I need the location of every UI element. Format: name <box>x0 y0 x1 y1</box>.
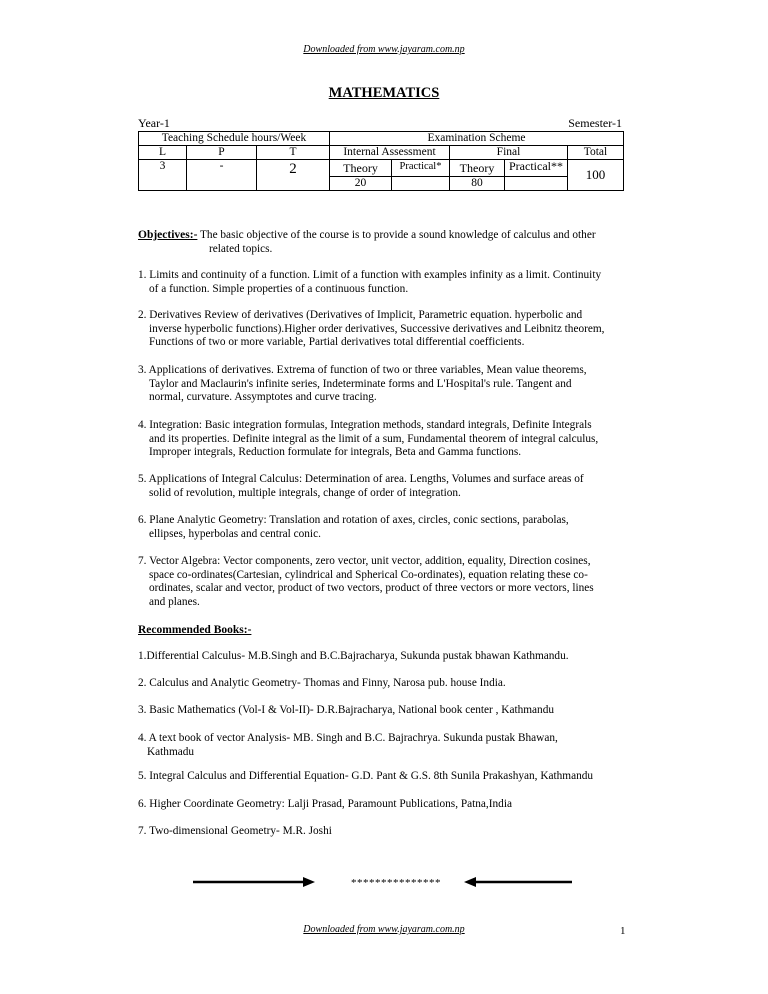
schedule-table <box>138 131 624 191</box>
right-arrow-icon <box>193 877 315 887</box>
total-marks: 100 <box>568 160 624 191</box>
final-theory-heading: Theory <box>450 160 505 177</box>
topic-line: solid of revolution, multiple integrals, change of order of integration. <box>149 486 461 499</box>
final-practical-heading: Practical** <box>505 160 568 177</box>
ia-theory-marks: 20 <box>330 177 392 191</box>
objectives-text: The basic objective of the course is to provide a sound knowledge of calculus and other <box>197 229 596 241</box>
separator-stars: *************** <box>351 877 441 889</box>
topic-line: 7. Vector Algebra: Vector components, zero vector, unit vector, addition, equality, Direction cosines, <box>138 555 591 567</box>
final-practical-marks <box>505 177 568 191</box>
topic-line: space co-ordinates(Cartesian, cylindrical and Spherical Co-ordinates), equation relating these co- <box>149 568 588 581</box>
topic-line: 6. Plane Analytic Geometry: Translation and rotation of axes, circles, conic sections, parabolas, <box>138 514 569 526</box>
topic-4 <box>138 419 628 460</box>
page-title: MATHEMATICS <box>328 85 440 101</box>
tutorial-hours: 2 <box>257 160 330 191</box>
topic-6 <box>138 514 628 541</box>
topic-line: and planes. <box>149 595 200 608</box>
objectives-line <box>138 229 628 243</box>
teaching-schedule-heading: Teaching Schedule hours/Week <box>139 132 330 146</box>
lecture-hours: 3 <box>139 160 187 191</box>
objectives-text-continued: related topics. <box>209 242 273 255</box>
topic-line: Taylor and Maclaurin's infinite series, Indeterminate forms and L'Hospital's rule. Tangent and <box>149 377 572 390</box>
book-7: 7. Two-dimensional Geometry- M.R. Joshi <box>138 825 332 837</box>
topic-5 <box>138 473 628 500</box>
tutorial-heading: T <box>257 146 330 160</box>
topic-line: 5. Applications of Integral Calculus: Determination of area. Lengths, Volumes and surface areas of <box>138 473 584 485</box>
header-download-link[interactable]: Downloaded from www.jayaram.com.np <box>303 44 465 55</box>
recommended-books-heading: Recommended Books:- <box>138 624 252 636</box>
book-2: 2. Calculus and Analytic Geometry- Thomas and Finny, Narosa pub. house India. <box>138 677 506 689</box>
page-number: 1 <box>620 925 626 937</box>
topic-line: of a function. Simple properties of a continuous function. <box>149 282 409 295</box>
topic-1 <box>138 269 628 296</box>
total-heading: Total <box>568 146 624 160</box>
semester-label: Semester-1 <box>568 116 622 130</box>
practical-hours: - <box>187 160 257 191</box>
topic-2 <box>138 309 628 350</box>
book-6: 6. Higher Coordinate Geometry: Lalji Prasad, Paramount Publications, Patna,India <box>138 798 512 810</box>
ia-practical-marks <box>392 177 450 191</box>
practical-heading: P <box>187 146 257 160</box>
topic-line: 4. Integration: Basic integration formulas, Integration methods, standard integrals, Definite Integrals <box>138 419 592 431</box>
topic-line: ellipses, hyperbolas and central conic. <box>149 527 321 540</box>
topic-line: normal, curvature. Assymptotes and curve tracing. <box>149 391 377 404</box>
topic-7 <box>138 555 628 609</box>
book-line: Kathmadu <box>147 745 195 758</box>
topic-line: 3. Applications of derivatives. Extrema of function of two or three variables, Mean value theorems, <box>138 364 587 376</box>
left-arrow-icon <box>464 877 572 887</box>
book-3: 3. Basic Mathematics (Vol-I & Vol-II)- D.R.Bajracharya, National book center , Kathmandu <box>138 704 554 716</box>
objectives-paragraph <box>138 229 628 256</box>
topic-line: 1. Limits and continuity of a function. Limit of a function with examples infinity as a limit. Continuity <box>138 269 602 281</box>
book-line: 4. A text book of vector Analysis- MB. Singh and B.C. Bajrachrya. Sukunda pustak Bhawan, <box>138 732 558 744</box>
footer-download-link[interactable]: Downloaded from www.jayaram.com.np <box>303 924 465 935</box>
book-4 <box>138 732 633 759</box>
year-label: Year-1 <box>138 116 170 130</box>
ia-theory-heading: Theory <box>330 160 392 177</box>
final-heading: Final <box>450 146 568 160</box>
exam-scheme-heading: Examination Scheme <box>330 132 624 146</box>
topic-line: and its properties. Definite integral as the limit of a sum, Fundamental theorem of integral calculus, <box>149 432 599 445</box>
book-1: 1.Differential Calculus- M.B.Singh and B.C.Bajracharya, Sukunda pustak bhawan Kathmandu. <box>138 650 569 662</box>
objectives-label: Objectives:- <box>138 229 198 241</box>
topic-line: Improper integrals, Reduction formulate for integrals, Beta and Gamma functions. <box>149 446 522 459</box>
ia-practical-heading: Practical* <box>392 160 450 177</box>
internal-assessment-heading: Internal Assessment <box>330 146 450 160</box>
topic-3 <box>138 364 628 405</box>
topic-line: ordinates, scalar and vector, product of two vectors, product of three vectors or more vectors, lines <box>149 582 594 595</box>
topic-line: inverse hyperbolic functions).Higher order derivatives, Successive derivatives and Leibnitz theorem, <box>149 322 605 335</box>
final-theory-marks: 80 <box>450 177 505 191</box>
book-5: 5. Integral Calculus and Differential Equation- G.D. Pant & G.S. 8th Sunila Prakashyan, Kathmandu <box>138 770 594 782</box>
topic-line: 2. Derivatives Review of derivatives (Derivatives of Implicit, Parametric equation. hyperbolic and <box>138 309 583 321</box>
lecture-heading: L <box>139 146 187 160</box>
topic-line: Functions of two or more variable, Partial derivatives total differential coefficients. <box>149 336 525 349</box>
